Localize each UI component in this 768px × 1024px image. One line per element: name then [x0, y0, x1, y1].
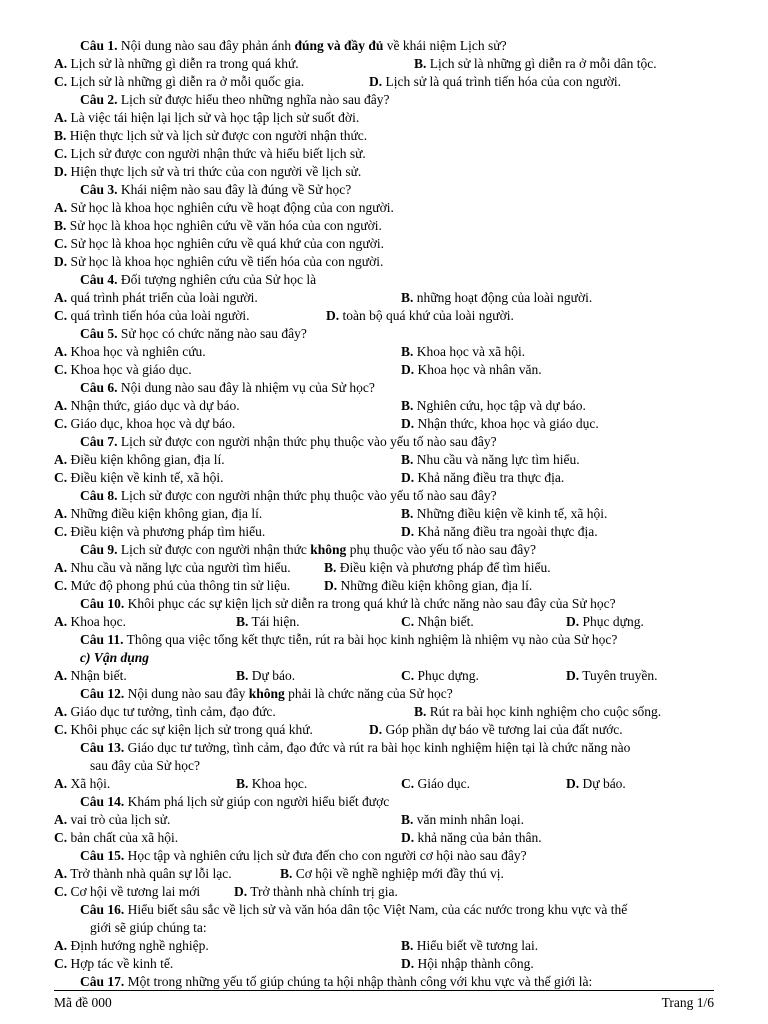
answer-option: B. văn minh nhân loại.: [401, 812, 524, 827]
option-label: C.: [54, 146, 68, 161]
question-stem: Câu 4. Đối tượng nghiên cứu của Sử học là: [80, 272, 317, 287]
question-label: Câu 11.: [80, 632, 124, 647]
answer-option: D. Khả năng điều tra ngoài thực địa.: [401, 524, 598, 539]
answer-option: B. Hiện thực lịch sử và lịch sử được con người nhận thức.: [54, 128, 368, 143]
answer-option: A. Khoa học.: [54, 614, 126, 629]
option-label: D.: [566, 776, 580, 791]
question-label: Câu 5.: [80, 326, 118, 341]
emphasis-text: không: [248, 686, 285, 701]
option-label: C.: [54, 308, 68, 323]
option-label: A.: [54, 776, 68, 791]
option-label: D.: [566, 668, 580, 683]
option-label: C.: [54, 236, 68, 251]
exam-document: [54, 37, 714, 991]
answer-option: D. Sử học là khoa học nghiên cứu về tiến hóa của con người.: [54, 254, 384, 269]
option-label: A.: [54, 938, 68, 953]
page-number: Trang 1/6: [661, 995, 714, 1010]
answer-row: [54, 199, 714, 217]
option-label: D.: [324, 578, 338, 593]
answer-option: B. Điều kiện và phương pháp để tìm hiểu.: [324, 560, 551, 575]
option-label: B.: [54, 128, 67, 143]
option-label: D.: [369, 74, 383, 89]
option-label: D.: [401, 956, 415, 971]
question-label: Câu 2.: [80, 92, 118, 107]
question-stem: Câu 9. Lịch sử được con người nhận thức không phụ thuộc vào yếu tố nào sau đây?: [80, 542, 537, 557]
question-stem: Câu 7. Lịch sử được con người nhận thức phụ thuộc vào yếu tố nào sau đây?: [80, 434, 497, 449]
answer-row: [54, 415, 714, 433]
option-label: B.: [401, 506, 414, 521]
answer-row: [54, 775, 714, 793]
option-label: D.: [566, 614, 580, 629]
option-label: A.: [54, 614, 68, 629]
answer-row: [54, 577, 714, 595]
option-label: B.: [401, 344, 414, 359]
answer-option: B. Cơ hội về nghề nghiệp mới đầy thú vị.: [280, 866, 504, 881]
question-stem: Câu 6. Nội dung nào sau đây là nhiệm vụ của Sử học?: [80, 380, 375, 395]
answer-row: [54, 217, 714, 235]
answer-option: A. Trở thành nhà quân sự lỗi lạc.: [54, 866, 232, 881]
question-stem: Câu 16. Hiểu biết sâu sắc về lịch sử và văn hóa dân tộc Việt Nam, của các nước trong khu vực và thế: [80, 902, 628, 917]
question-stem-continued: giới sẽ giúp chúng ta:: [90, 920, 207, 935]
question-label: Câu 9.: [80, 542, 118, 557]
option-label: A.: [54, 704, 68, 719]
answer-option: D. Góp phần dự báo về tương lai của đất nước.: [369, 722, 623, 737]
option-label: B.: [324, 560, 337, 575]
answer-option: B. Hiểu biết về tương lai.: [401, 938, 539, 953]
option-label: D.: [326, 308, 340, 323]
answer-option: A. Khoa học và nghiên cứu.: [54, 344, 206, 359]
answer-option: C. Khoa học và giáo dục.: [54, 362, 192, 377]
answer-row: [54, 811, 714, 829]
answer-option: D. Nhận thức, khoa học và giáo dục.: [401, 416, 599, 431]
answer-option: A. quá trình phát triển của loài người.: [54, 290, 258, 305]
answer-option: B. Những điều kiện về kinh tế, xã hội.: [401, 506, 608, 521]
answer-option: A. Những điều kiện không gian, địa lí.: [54, 506, 263, 521]
answer-row: [54, 145, 714, 163]
answer-row: [54, 343, 714, 361]
option-label: A.: [54, 56, 68, 71]
option-label: A.: [54, 812, 68, 827]
question-stem: Câu 1. Nội dung nào sau đây phản ánh đúng và đầy đủ về khái niệm Lịch sử?: [80, 38, 507, 53]
answer-option: A. Là việc tái hiện lại lịch sử và học tập lịch sử suốt đời.: [54, 110, 360, 125]
answer-option: C. Sử học là khoa học nghiên cứu về quá khứ của con người.: [54, 236, 384, 251]
question-stem: Câu 10. Khôi phục các sự kiện lịch sử diễn ra trong quá khứ là chức năng nào sau đây của Sử học?: [80, 596, 616, 611]
exam-code: Mã đề 000: [54, 995, 112, 1010]
option-label: B.: [236, 776, 249, 791]
option-label: D.: [401, 830, 415, 845]
question-label: Câu 3.: [80, 182, 118, 197]
answer-row: [54, 469, 714, 487]
answer-option: B. Nhu cầu và năng lực tìm hiểu.: [401, 452, 580, 467]
option-label: A.: [54, 200, 68, 215]
answer-option: D. Hội nhập thành công.: [401, 956, 534, 971]
answer-option: A. Sử học là khoa học nghiên cứu về hoạt động của con người.: [54, 200, 394, 215]
answer-row: [54, 721, 714, 739]
question-stem: Câu 8. Lịch sử được con người nhận thức phụ thuộc vào yếu tố nào sau đây?: [80, 488, 497, 503]
answer-option: A. Điều kiện không gian, địa lí.: [54, 452, 225, 467]
question-stem: Câu 2. Lịch sử được hiểu theo những nghĩa nào sau đây?: [80, 92, 390, 107]
answer-option: C. Phục dựng.: [401, 668, 479, 683]
answer-option: A. Lịch sử là những gì diễn ra trong quá khứ.: [54, 56, 299, 71]
answer-option: B. Tái hiện.: [236, 614, 300, 629]
answer-option: A. Định hướng nghề nghiệp.: [54, 938, 209, 953]
answer-option: C. Lịch sử là những gì diễn ra ở mỗi quốc gia.: [54, 74, 305, 89]
question-label: Câu 6.: [80, 380, 118, 395]
answer-option: C. Mức độ phong phú của thông tin sử liệu.: [54, 578, 291, 593]
answer-row: [54, 829, 714, 847]
option-label: C.: [54, 722, 68, 737]
answer-option: C. Điều kiện và phương pháp tìm hiểu.: [54, 524, 266, 539]
answer-option: C. Lịch sử được con người nhận thức và hiểu biết lịch sử.: [54, 146, 366, 161]
answer-option: C. Giáo dục.: [401, 776, 470, 791]
answer-row: [54, 451, 714, 469]
option-label: B.: [401, 938, 414, 953]
answer-row: [54, 163, 714, 181]
question-stem: Câu 12. Nội dung nào sau đây không phải là chức năng của Sử học?: [80, 686, 453, 701]
answer-row: [54, 361, 714, 379]
answer-option: A. Nhận biết.: [54, 668, 127, 683]
answer-row: [54, 73, 714, 91]
question-stem: Câu 5. Sử học có chức năng nào sau đây?: [80, 326, 307, 341]
emphasis-text: không: [310, 542, 347, 557]
option-label: C.: [54, 884, 68, 899]
option-label: B.: [414, 56, 427, 71]
answer-row: [54, 127, 714, 145]
option-label: C.: [54, 362, 68, 377]
answer-option: A. Xã hội.: [54, 776, 111, 791]
option-label: C.: [54, 416, 68, 431]
option-label: B.: [401, 452, 414, 467]
option-label: B.: [280, 866, 293, 881]
answer-option: C. Giáo dục, khoa học và dự báo.: [54, 416, 236, 431]
answer-option: D. Dự báo.: [566, 776, 626, 791]
page-footer: [54, 990, 714, 1012]
answer-row: [54, 397, 714, 415]
option-label: A.: [54, 452, 68, 467]
option-label: C.: [401, 614, 415, 629]
answer-option: B. Khoa học.: [236, 776, 308, 791]
answer-option: C. Nhận biết.: [401, 614, 474, 629]
question-label: Câu 7.: [80, 434, 118, 449]
question-stem-continued: sau đây của Sử học?: [90, 758, 201, 773]
answer-row: [54, 253, 714, 271]
answer-option: C. quá trình tiến hóa của loài người.: [54, 308, 250, 323]
question-label: Câu 1.: [80, 38, 118, 53]
question-label: Câu 16.: [80, 902, 125, 917]
question-label: Câu 17.: [80, 974, 125, 989]
option-label: A.: [54, 668, 68, 683]
question-label: Câu 4.: [80, 272, 118, 287]
answer-option: A. Nhu cầu và năng lực của người tìm hiểu.: [54, 560, 291, 575]
answer-option: B. Khoa học và xã hội.: [401, 344, 526, 359]
answer-option: C. Hợp tác về kinh tế.: [54, 956, 174, 971]
option-label: A.: [54, 506, 68, 521]
answer-option: B. Sử học là khoa học nghiên cứu về văn hóa của con người.: [54, 218, 382, 233]
option-label: C.: [54, 74, 68, 89]
option-label: A.: [54, 560, 68, 575]
option-label: B.: [54, 218, 67, 233]
question-label: Câu 13.: [80, 740, 125, 755]
option-label: C.: [54, 470, 68, 485]
answer-option: B. Dự báo.: [236, 668, 296, 683]
answer-row: [54, 613, 714, 631]
emphasis-text: đúng và đầy đủ: [294, 38, 384, 53]
answer-option: B. Lịch sử là những gì diễn ra ở mỗi dân tộc.: [414, 56, 657, 71]
question-stem: Câu 15. Học tập và nghiên cứu lịch sử đưa đến cho con người cơ hội nào sau đây?: [80, 848, 527, 863]
question-label: Câu 10.: [80, 596, 125, 611]
option-label: C.: [54, 578, 68, 593]
answer-option: B. những hoạt động của loài người.: [401, 290, 593, 305]
option-label: D.: [234, 884, 248, 899]
answer-row: [54, 865, 714, 883]
question-stem: Câu 3. Khái niệm nào sau đây là đúng về Sử học?: [80, 182, 352, 197]
answer-option: D. Khoa học và nhân văn.: [401, 362, 542, 377]
option-label: D.: [54, 254, 68, 269]
answer-option: D. Lịch sử là quá trình tiến hóa của con người.: [369, 74, 621, 89]
answer-row: [54, 523, 714, 541]
answer-option: D. Hiện thực lịch sử và tri thức của con người về lịch sử.: [54, 164, 362, 179]
option-label: A.: [54, 110, 68, 125]
answer-row: [54, 235, 714, 253]
option-label: C.: [401, 776, 415, 791]
answer-row: [54, 703, 714, 721]
answer-option: B. Rút ra bài học kinh nghiệm cho cuộc sống.: [414, 704, 662, 719]
option-label: C.: [54, 830, 68, 845]
option-label: B.: [401, 398, 414, 413]
answer-option: C. Cơ hội về tương lai mới: [54, 884, 201, 899]
question-label: Câu 15.: [80, 848, 125, 863]
answer-option: A. vai trò của lịch sử.: [54, 812, 171, 827]
answer-option: C. Khôi phục các sự kiện lịch sử trong quá khứ.: [54, 722, 313, 737]
option-label: C.: [401, 668, 415, 683]
section-heading: c) Vận dụng: [80, 650, 150, 665]
answer-row: [54, 937, 714, 955]
option-label: D.: [401, 362, 415, 377]
option-label: C.: [54, 956, 68, 971]
option-label: A.: [54, 290, 68, 305]
answer-option: C. bản chất của xã hội.: [54, 830, 179, 845]
question-label: Câu 14.: [80, 794, 125, 809]
answer-option: D. Phục dựng.: [566, 614, 644, 629]
question-stem: Câu 13. Giáo dục tư tưởng, tình cảm, đạo đức và rút ra bài học kinh nghiệm hiện tại là chức năng nào: [80, 740, 631, 755]
answer-option: B. Nghiên cứu, học tập và dự báo.: [401, 398, 586, 413]
question-stem: Câu 17. Một trong những yếu tố giúp chúng ta hội nhập thành công với khu vực và thế giới là:: [80, 974, 593, 989]
answer-row: [54, 109, 714, 127]
answer-option: C. Điều kiện về kinh tế, xã hội.: [54, 470, 224, 485]
option-label: B.: [236, 668, 249, 683]
answer-row: [54, 289, 714, 307]
question-label: Câu 8.: [80, 488, 118, 503]
answer-option: D. Tuyên truyền.: [566, 668, 658, 683]
answer-row: [54, 883, 714, 901]
question-stem: Câu 14. Khám phá lịch sử giúp con người hiểu biết được: [80, 794, 390, 809]
option-label: D.: [401, 470, 415, 485]
option-label: B.: [236, 614, 249, 629]
option-label: C.: [54, 524, 68, 539]
option-label: A.: [54, 866, 68, 881]
option-label: B.: [401, 290, 414, 305]
option-label: B.: [401, 812, 414, 827]
option-label: D.: [401, 524, 415, 539]
answer-option: D. Trở thành nhà chính trị gia.: [234, 884, 398, 899]
option-label: D.: [401, 416, 415, 431]
option-label: D.: [369, 722, 383, 737]
question-label: Câu 12.: [80, 686, 125, 701]
option-label: B.: [414, 704, 427, 719]
question-stem: Câu 11. Thông qua việc tổng kết thực tiễn, rút ra bài học kinh nghiệm là nhiệm vụ nào của Sử học?: [80, 632, 618, 647]
answer-row: [54, 559, 714, 577]
answer-option: D. toàn bộ quá khứ của loài người.: [326, 308, 514, 323]
option-label: A.: [54, 398, 68, 413]
option-label: D.: [54, 164, 68, 179]
answer-row: [54, 307, 714, 325]
answer-option: A. Nhận thức, giáo dục và dự báo.: [54, 398, 240, 413]
answer-row: [54, 505, 714, 523]
answer-row: [54, 55, 714, 73]
answer-row: [54, 667, 714, 685]
answer-option: A. Giáo dục tư tưởng, tình cảm, đạo đức.: [54, 704, 276, 719]
answer-option: D. Những điều kiện không gian, địa lí.: [324, 578, 533, 593]
option-label: A.: [54, 344, 68, 359]
answer-option: D. Khả năng điều tra thực địa.: [401, 470, 565, 485]
answer-row: [54, 955, 714, 973]
answer-option: D. khả năng của bản thân.: [401, 830, 542, 845]
